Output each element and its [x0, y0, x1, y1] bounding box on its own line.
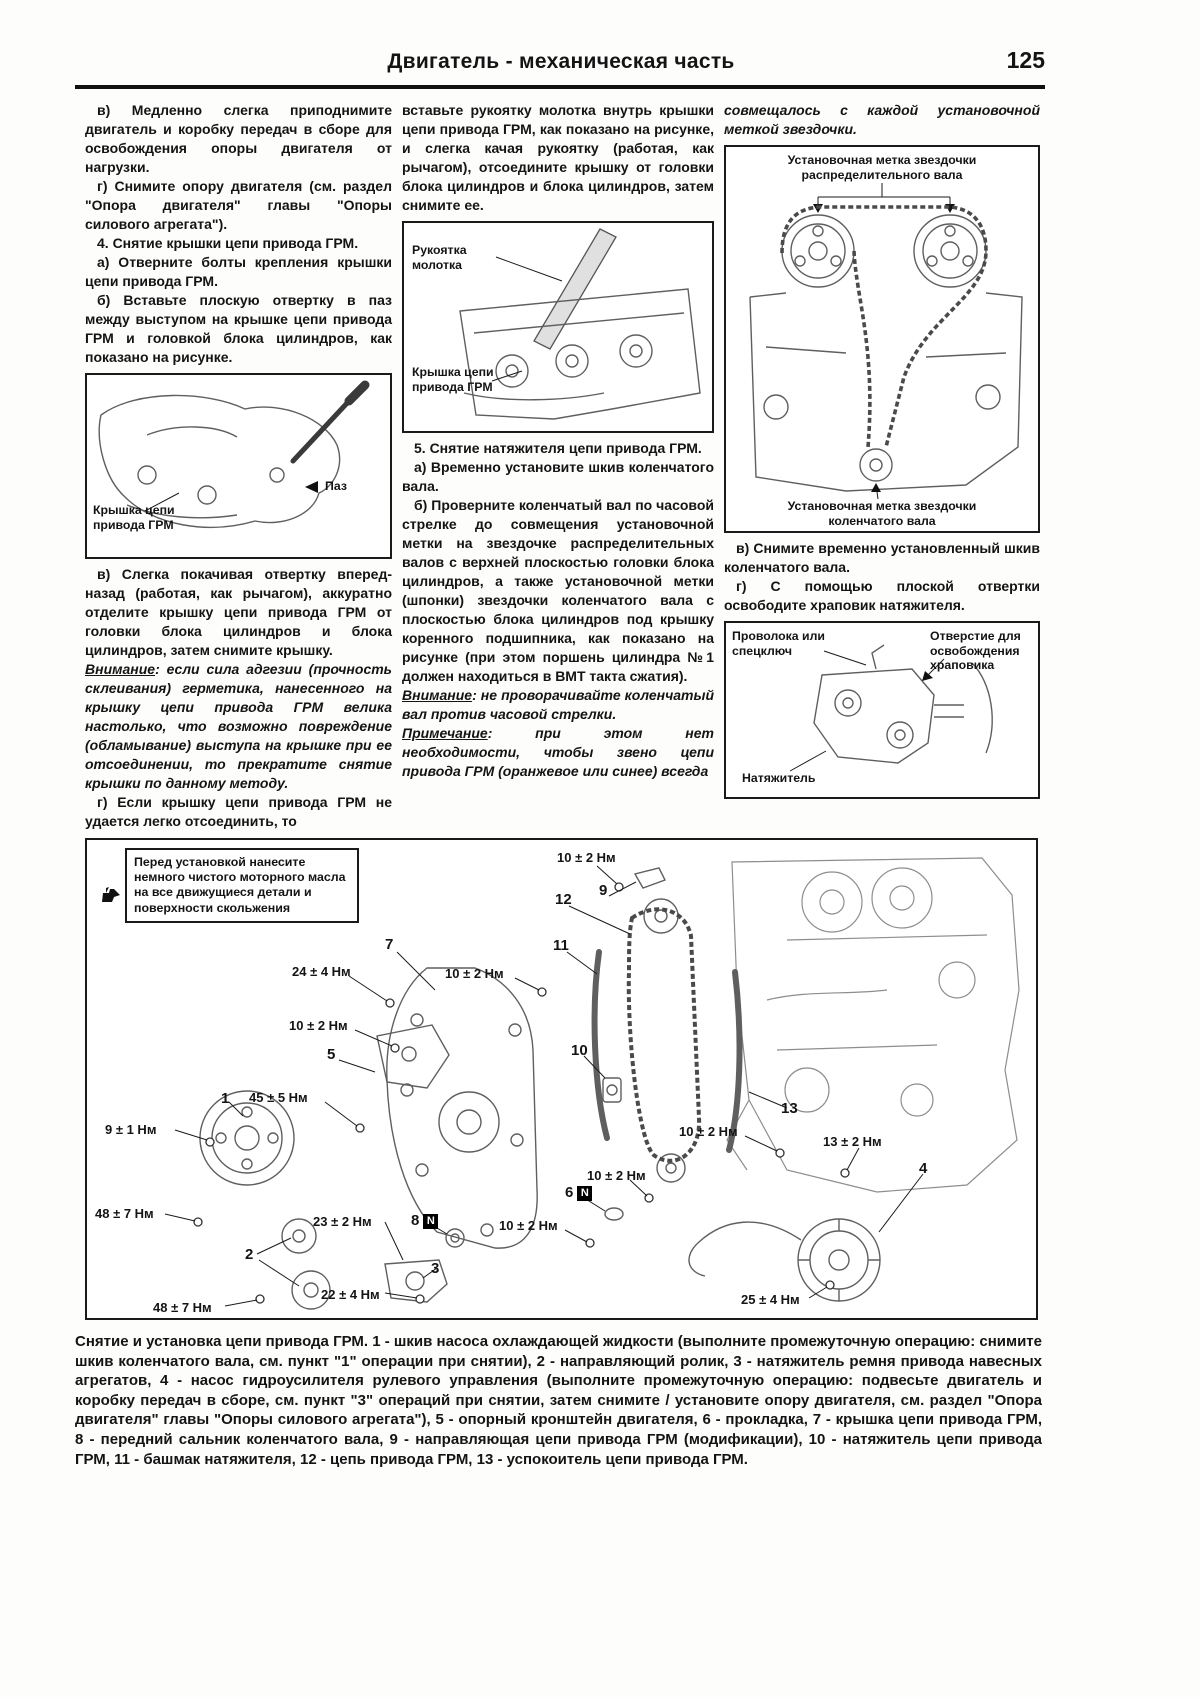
part-number: 11 [553, 937, 569, 954]
step-a-bolts: а) Отверните болты крепления крышки цепи привода ГРМ. [85, 254, 392, 289]
note-text: : не проворачивайте коленчатый вал против часовой стрелки. [402, 687, 714, 722]
part-number-text: 8 [411, 1212, 420, 1229]
note-text: : если сила адгезии (прочность склеивания) герметика, нанесенного на крышку цепи привода ГРМ велика настолько, что возможно повреждение (обламывание) выступа на крышке при ее отсоединении, то прекратите снятие крышки по данному методу. [85, 661, 392, 791]
step-v-lift-engine: в) Медленно слегка приподнимите двигатель и коробку передач в сборе для освобождения опоры двигателя от нагрузки. [85, 102, 392, 175]
torque-label: 9 ± 1 Нм [105, 1122, 157, 1137]
step-5-heading: 5. Снятие натяжителя цепи привода ГРМ. [414, 440, 702, 456]
figure-hammer-handle [402, 221, 714, 433]
torque-label: 10 ± 2 Нм [679, 1124, 738, 1139]
torque-label: 10 ± 2 Нм [587, 1168, 646, 1183]
figure-exploded-diagram [85, 838, 1038, 1320]
part-number: 2 [245, 1246, 254, 1263]
part-number: 9 [599, 882, 608, 899]
torque-label: 23 ± 2 Нм [313, 1214, 372, 1229]
text-column-2 [402, 101, 714, 781]
page-title: Двигатель - механическая часть [387, 50, 735, 73]
step-v-remove-pulley: в) Снимите временно установленный шкив коленчатого вала. [724, 540, 1040, 575]
note-text: : при этом нет необходимости, чтобы звено цепи привода ГРМ (оранжевое или синее) всегда [402, 725, 714, 779]
remark-note-chain-link [402, 724, 714, 781]
timing-marks-art [726, 147, 1038, 531]
figure-label-wire: Проволока или спецключ [732, 629, 825, 658]
torque-label: 48 ± 7 Нм [153, 1300, 212, 1315]
header-rule [75, 85, 1045, 89]
remark-continuation: совмещалось с каждой установочной меткой звездочки. [724, 102, 1040, 137]
torque-label: 10 ± 2 Нм [499, 1218, 558, 1233]
part-number [565, 1184, 592, 1201]
warning-note-adhesion [85, 660, 392, 793]
torque-label: 48 ± 7 Нм [95, 1206, 154, 1221]
figure-label-handle: Рукоятка молотка [412, 243, 467, 272]
text-column-3 [724, 101, 1040, 805]
note-label: Внимание [85, 661, 156, 677]
torque-label: 10 ± 2 Нм [289, 1018, 348, 1033]
note-label: Примечание [402, 725, 488, 741]
figure-timing-marks [724, 145, 1040, 533]
text-column-1 [85, 101, 392, 831]
figure-label-cam-mark: Установочная метка звездочки распределительного вала [787, 153, 977, 182]
part-number: 3 [431, 1260, 440, 1277]
figure-cover-slot [85, 373, 392, 559]
torque-label: 22 ± 4 Нм [321, 1287, 380, 1302]
torque-label: 24 ± 4 Нм [292, 964, 351, 979]
step-b-screwdriver: б) Вставьте плоскую отвертку в паз между выступом на крышке цепи привода ГРМ и головкой блока цилиндров, как показано на рисунке. [85, 292, 392, 365]
part-number: 13 [781, 1100, 798, 1117]
step-a-pulley: а) Временно установите шкив коленчатого вала. [402, 459, 714, 494]
step-g-if-stuck: г) Если крышку цепи привода ГРМ не удается легко отсоединить, то [85, 794, 392, 829]
figure-label-crank-mark: Установочная метка звездочки коленчатого вала [787, 499, 977, 528]
part-number: 5 [327, 1046, 336, 1063]
part-number: 1 [221, 1090, 230, 1107]
oil-note-text: Перед установкой нанесите немного чистого моторного масла на все движущиеся детали и поверхности скольжения [134, 855, 346, 915]
part-number-text: 6 [565, 1184, 574, 1201]
step-g-release-ratchet: г) С помощью плоской отвертки освободите храповик натяжителя. [724, 578, 1040, 613]
part-number: 7 [385, 936, 394, 953]
torque-label: 25 ± 4 Нм [741, 1292, 800, 1307]
step-b-rotate-crank: б) Проверните коленчатый вал по часовой стрелке до совмещения установочной метки на звездочке распределительных валов с верхней плоскостью головки блока цилиндров, а также установочной метки (шпонки) звездочки коленчатого вала с плоскостью блока цилиндров под крышку коренного подшипника, как показано на рисунке (при этом поршень цилиндра №1 должен находиться в ВМТ такта сжатия). [402, 497, 714, 684]
page-number: 125 [1006, 47, 1045, 73]
torque-label: 10 ± 2 Нм [445, 966, 504, 981]
torque-label: 13 ± 2 Нм [823, 1134, 882, 1149]
step-v-rock-screwdriver: в) Слегка покачивая отвертку вперед-назад (работая, как рычагом), аккуратно отделите крышку цепи привода ГРМ от головки блока цилиндров и блока цилиндров, затем снимите крышку. [85, 566, 392, 658]
figure-label-release-hole: Отверстие для освобождения храповика [930, 629, 1021, 672]
figure-tensioner [724, 621, 1040, 799]
figure-label-slot: Паз [325, 479, 347, 493]
torque-label: 10 ± 2 Нм [557, 850, 616, 865]
note-label: Внимание [402, 687, 473, 703]
figure-label-cover: Крышка цепи привода ГРМ [93, 503, 175, 532]
torque-label: 45 ± 5 Нм [249, 1090, 308, 1105]
part-number: 10 [571, 1042, 588, 1059]
step-4-heading: 4. Снятие крышки цепи привода ГРМ. [97, 235, 359, 251]
figure-label-cover: Крышка цепи привода ГРМ [412, 365, 494, 394]
part-number: 4 [919, 1160, 928, 1177]
step-g-remove-mount: г) Снимите опору двигателя (см. раздел "Опора двигателя" главы "Опоры силового агрегата"). [85, 178, 392, 232]
note-n-badge: N [577, 1186, 592, 1201]
figure-label-tensioner: Натяжитель [742, 771, 816, 785]
figure-caption: Снятие и установка цепи привода ГРМ. 1 - шкив насоса охлаждающей жидкости (выполните промежуточную операцию: снимите шкив коленчатого вала, см. пункт "1" операции при снятии), 2 - направляющий ролик, 3 - натяжитель ремня привода навесных агрегатов, 4 - насос гидроусилителя рулевого управления (выполните промежуточную операцию: подвесьте двигатель и коробку передач в сборе, см. пункт "3" операций при снятии, затем снимите / установите опору двигателя, см. раздел "Опора двигателя" главы "Опоры силового агрегата"), 5 - опорный кронштейн двигателя, 6 - прокладка, 7 - крышка цепи привода ГРМ, 8 - передний сальник коленчатого вала, 9 - направляющая цепи привода ГРМ (модификации), 10 - натяжитель цепи привода ГРМ, 11 - башмак натяжителя, 12 - цепь привода ГРМ, 13 - успокоитель цепи привода ГРМ. [75, 1333, 1042, 1468]
part-number: 12 [555, 891, 572, 908]
part-number [411, 1212, 438, 1229]
note-n-badge: N [423, 1214, 438, 1229]
warning-note-rotation [402, 686, 714, 724]
step-continuation-hammer: вставьте рукоятку молотка внутрь крышки цепи привода ГРМ, как показано на рисунке, и слегка качая рукоятку (работая, как рычагом), отсоедините крышку от головки блока цилиндров и блока цилиндров, затем снимите ее. [402, 102, 714, 213]
oil-note-box [125, 848, 359, 923]
